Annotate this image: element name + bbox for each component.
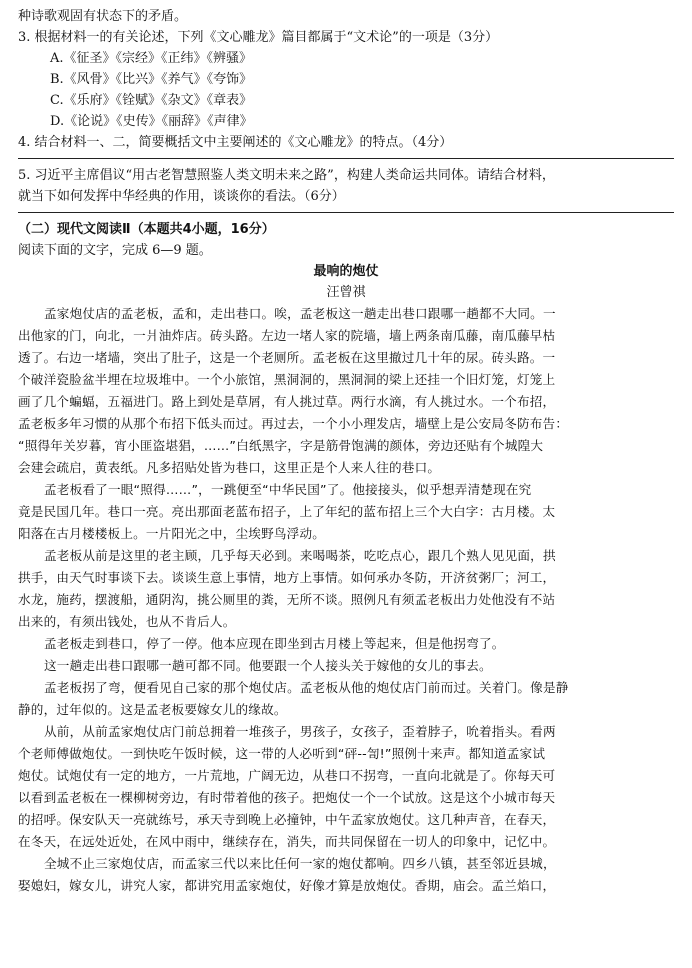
question-3 — [18, 27, 674, 132]
section-heading: （二）现代文阅读Ⅱ（本题共4小题，16分） — [18, 222, 275, 237]
story-text-line: “照得年关岁暮，宵小匪盗堪猖，……”白纸黑字，字是筋骨饱满的颜体，旁边还贴有个城隍大 — [18, 438, 544, 453]
section-instruction: 阅读下面的文字，完成 6—9 题。 — [18, 243, 212, 258]
story-text-line: 这一趟走出巷口跟哪一趟可都不同。他要跟一个人接头关于嫁他的女儿的事去。 — [44, 658, 492, 673]
story-text-line: 透了。右边一堵墙，突出了肚子，这是一个老厕所。孟老板在这里撤过几十年的尿。砖头路。一 — [18, 350, 556, 365]
question-3-option-a: A.《征圣》《宗经》《正纬》《辨骚》 — [50, 51, 253, 66]
answer-line-divider — [18, 212, 674, 213]
question-5-line: 就当下如何发挥中华经典的作用，谈谈你的看法。（6分） — [18, 189, 345, 204]
story-text-line: 以看到孟老板在一棵柳树旁边，有时带着他的孩子。把炮仗一个一个试放。这是这个小城市每天 — [18, 790, 556, 805]
story-text-line: 孟老板多年习惯的从那个布招下低头而过。再过去，一个小小理发店，墙壁上是公安局冬防布告： — [18, 416, 569, 431]
story-text-line: 水龙，施药，摆渡船，通阴沟，挑公厕里的粪，无所不谈。照例凡有须孟老板出力处他没有不站 — [18, 592, 556, 607]
story-text-line: 个破洋瓷脸盆半埋在垃圾堆中。一个小旅馆，黑洞洞的，黑洞洞的梁上还挂一个旧灯笼，灯笼上 — [18, 372, 556, 387]
story-text-line: 孟老板走到巷口，停了一停。他本应现在即坐到古月楼上等起来，但是他拐弯了。 — [44, 636, 505, 651]
story-text-line: 静的，过年似的。这是孟老板要嫁女儿的缘故。 — [18, 702, 287, 717]
question-3-option-c: C.《乐府》《铨赋》《杂文》《章表》 — [50, 93, 253, 108]
story-text-line: 画了几个蝙蝠，五福进门。路上到处是草屑，有人挑过草。两行水滴，有人挑过水。一个布招， — [18, 394, 556, 409]
question-3-stem: 3. 根据材料一的有关论述，下列《文心雕龙》篇目都属于“文术论”的一项是（3分） — [18, 30, 499, 45]
question-3-option-b: B.《风骨》《比兴》《养气》《夸饰》 — [50, 72, 253, 87]
story-text-line: 从前，从前孟家炮仗店门前总拥着一堆孩子，男孩子，女孩子，歪着脖子，吮着指头。看两 — [44, 724, 556, 739]
story-text-line: 娶媳妇，嫁女儿，讲究人家，都讲究用孟家炮仗，好像才算是放炮仗。香期，庙会。孟兰焰口， — [18, 878, 556, 893]
story-text-line: 全城不止三家炮仗店，而孟家三代以来比任何一家的炮仗都响。四乡八镇，甚至邻近县城， — [44, 856, 556, 871]
story-text-line: 在冬天，在远处近处，在风中雨中，继续存在，消失，而共同保留在一切人的印象中，记忆中。 — [18, 834, 556, 849]
story-text-line: 拱手，由天气时事谈下去。谈谈生意上事情，地方上事情。如何承办冬防，开济贫粥厂；河工， — [18, 570, 556, 585]
story-text-line: 阳落在古月楼楼板上。一片阳光之中，尘埃野鸟浮动。 — [18, 526, 326, 541]
story-text-line: 个老师傅做炮仗。一到快吃午饭时候，这一带的人必听到“砰--訇!”照例十来声。都知道孟家试 — [18, 746, 546, 761]
continued-text-line: 种诗歌观固有状态下的矛盾。 — [18, 9, 188, 24]
story-text-line: 孟家炮仗店的孟老板，孟和，走出巷口。唉，孟老板这一趟走出巷口跟哪一趟都不大同。一 — [44, 306, 556, 321]
story-text-line: 炮仗。试炮仗有一定的地方，一片荒地，广阔无边，从巷口不拐弯，一直向北就是了。你每天可 — [18, 768, 556, 783]
question-4: 4. 结合材料一、二，简要概括文中主要阐述的《文心雕龙》的特点。（4分） — [18, 135, 453, 150]
story-text-line: 会建会疏启，黄表纸。凡多招贴处皆为巷口，这里正是个人来人往的巷口。 — [18, 460, 441, 475]
story-text-line: 孟老板拐了弯，便看见自己家的那个炮仗店。孟老板从他的炮仗店门前而过。关着门。像是静 — [44, 680, 569, 695]
question-5-line: 5. 习近平主席倡议“用古老智慧照鉴人类文明未来之路”，构建人类命运共同体。请结合材料， — [18, 168, 555, 183]
question-5 — [18, 165, 674, 207]
story-text-line: 孟老板从前是这里的老主顾，几乎每天必到。来喝喝茶，吃吃点心，跟几个熟人见见面，拱 — [44, 548, 556, 563]
story-title: 最响的炮仗 — [313, 264, 379, 279]
story-text-line: 的招呼。保安队天一亮就练号，承天寺到晚上必撞钟，中午孟家放炮仗。这几种声音，在春天， — [18, 812, 556, 827]
story-text-line: 出他家的门，向北，一爿油炸店。砖头路。左边一堵人家的院墙，墙上两条南瓜藤，南瓜藤早枯 — [18, 328, 556, 343]
answer-line-divider — [18, 158, 674, 159]
story-text-line: 孟老板看了一眼“照得……”，一跳便至“中华民国”了。他接接头，似乎想弄清楚现在究 — [44, 482, 532, 497]
story-text-line: 出来的，有须出钱处，也从不肯后人。 — [18, 614, 236, 629]
question-3-option-d: D.《论说》《史传》《丽辞》《声律》 — [50, 114, 253, 129]
story-text-line: 竟是民国几年。巷口一亮。亮出那面老蓝布招子，上了年纪的蓝布招上三个大白字：古月楼。太 — [18, 504, 556, 519]
story-body — [18, 303, 674, 897]
story-author: 汪曾祺 — [326, 285, 366, 300]
